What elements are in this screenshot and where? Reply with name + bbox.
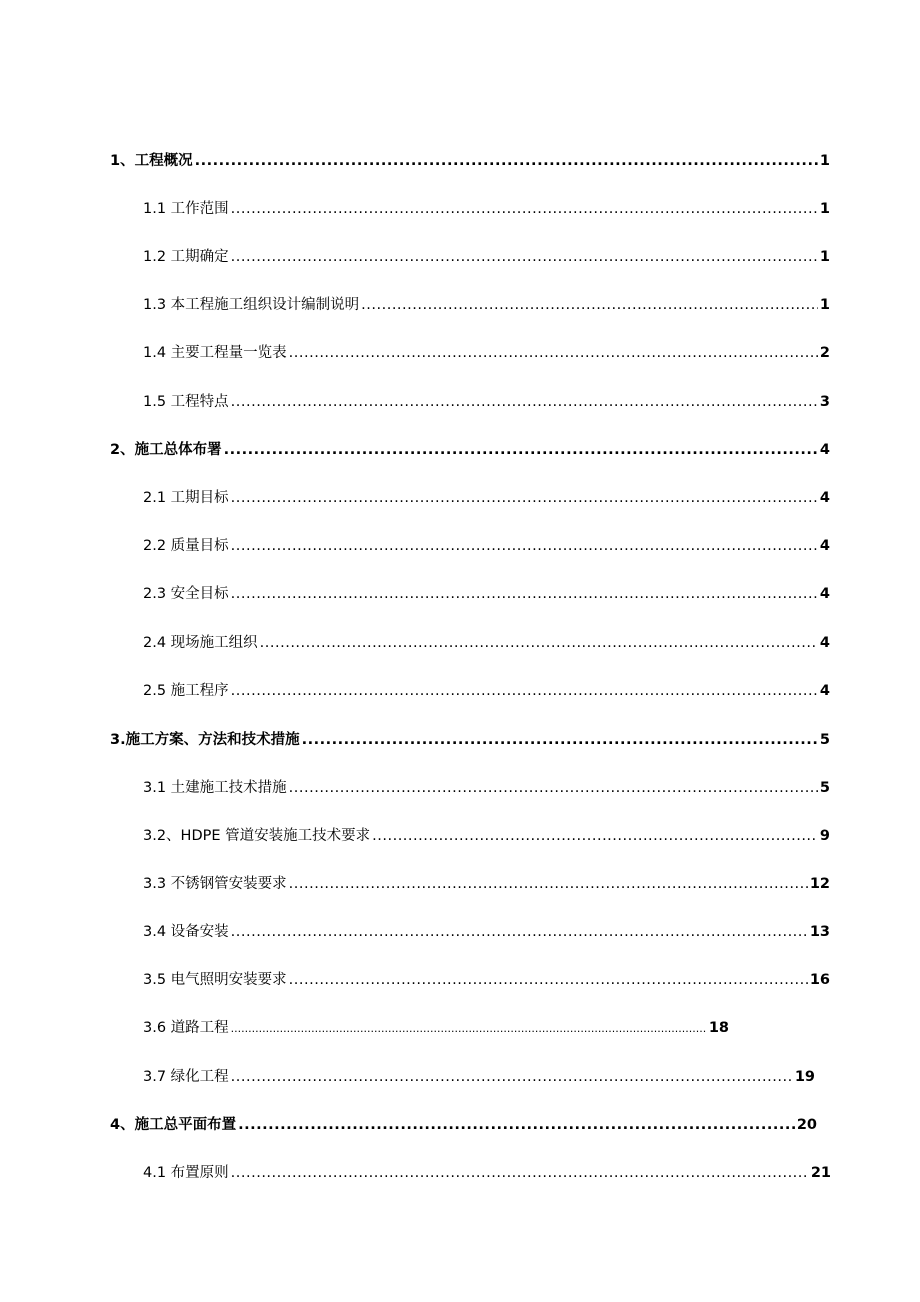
toc-entry-title: 3.3 不锈钢管安装要求: [143, 876, 287, 892]
toc-entry-title: 2、施工总体布署: [110, 442, 222, 458]
toc-entry[interactable]: [143, 199, 830, 219]
toc-entry-title: 3.6 道路工程: [143, 1020, 229, 1036]
toc-entry-title: 1.1 工作范围: [143, 201, 229, 217]
toc-entry[interactable]: [143, 970, 830, 990]
toc-entry-page: 1: [819, 201, 830, 217]
toc-entry-title: 2.5 施工程序: [143, 683, 229, 699]
toc-entry-page: 1: [819, 153, 830, 169]
toc-entry[interactable]: [143, 1018, 729, 1038]
toc-entry[interactable]: [110, 730, 830, 750]
toc-entry-title: 1.2 工期确定: [143, 249, 229, 265]
toc-entry-page: 3: [819, 394, 830, 410]
toc-entry[interactable]: [143, 295, 830, 315]
toc-leader-dots: [231, 681, 818, 701]
toc-leader-dots: [231, 536, 818, 556]
toc-leader-dots: [231, 199, 818, 219]
toc-leader-dots: [231, 392, 818, 412]
toc-leader-dots: [231, 247, 818, 267]
toc-leader-dots: [231, 1019, 707, 1039]
toc-leader-dots: [289, 970, 808, 990]
toc-entry[interactable]: [143, 1067, 815, 1087]
toc-entry[interactable]: [143, 343, 830, 363]
toc-entry-page: 1: [819, 297, 830, 313]
toc-leader-dots: [231, 1163, 809, 1183]
toc-entry-page: 12: [809, 876, 830, 892]
toc-leader-dots: [231, 1067, 793, 1087]
toc-entry[interactable]: [143, 778, 830, 798]
toc-entry-title: 1.3 本工程施工组织设计编制说明: [143, 297, 360, 313]
toc-leader-dots: [231, 488, 818, 508]
toc-entry[interactable]: [110, 151, 830, 171]
toc-leader-dots: [289, 343, 818, 363]
toc-leader-dots: [302, 730, 818, 750]
toc-entry[interactable]: [143, 584, 830, 604]
toc-entry-title: 3.1 土建施工技术措施: [143, 780, 287, 796]
toc-entry-title: 3.2、HDPE 管道安装施工技术要求: [143, 828, 371, 844]
toc-entry-page: 4: [819, 635, 830, 651]
toc-leader-dots: [195, 151, 818, 171]
toc-entry-title: 4.1 布置原则: [143, 1165, 229, 1181]
toc-entry-page: 21: [810, 1165, 831, 1181]
toc-entry-title: 2.3 安全目标: [143, 586, 229, 602]
toc-entry[interactable]: [143, 633, 830, 653]
toc-entry-page: 19: [794, 1069, 815, 1085]
toc-entry-title: 3.7 绿化工程: [143, 1069, 229, 1085]
toc-entry[interactable]: [143, 1163, 831, 1183]
toc-entry-page: 4: [819, 586, 830, 602]
toc-entry-page: 1: [819, 249, 830, 265]
toc-entry-page: 4: [819, 442, 830, 458]
toc-entry-page: 2: [819, 345, 830, 361]
toc-entry[interactable]: [143, 536, 830, 556]
toc-entry-title: 1.5 工程特点: [143, 394, 229, 410]
toc-entry-title: 4、施工总平面布置: [110, 1117, 237, 1133]
toc-entry-page: 4: [819, 490, 830, 506]
toc-leader-dots: [372, 826, 818, 846]
toc-leader-dots: [361, 295, 818, 315]
toc-entry[interactable]: [110, 440, 830, 460]
toc-leader-dots: [231, 922, 808, 942]
toc-entry-title: 3.4 设备安装: [143, 924, 229, 940]
toc-leader-dots: [289, 778, 818, 798]
toc-entry-title: 3.5 电气照明安装要求: [143, 972, 287, 988]
toc-entry[interactable]: [143, 247, 830, 267]
toc-leader-dots: [224, 440, 818, 460]
toc-entry-page: 16: [809, 972, 830, 988]
toc-entry-title: 3.施工方案、方法和技术措施: [110, 732, 300, 748]
toc-entry-page: 5: [819, 780, 830, 796]
toc-entry-page: 13: [809, 924, 830, 940]
toc-entry[interactable]: [143, 922, 830, 942]
toc-leader-dots: [231, 584, 818, 604]
toc-entry[interactable]: [110, 1115, 817, 1135]
toc-entry-title: 2.4 现场施工组织: [143, 635, 258, 651]
toc-entry-page: 20: [796, 1117, 817, 1133]
toc-entry-page: 18: [708, 1020, 729, 1036]
toc-entry-title: 1.4 主要工程量一览表: [143, 345, 287, 361]
toc-leader-dots: [289, 874, 808, 894]
toc-entry[interactable]: [143, 488, 830, 508]
toc-entry-title: 2.1 工期目标: [143, 490, 229, 506]
toc-entry[interactable]: [143, 826, 830, 846]
toc-entry-page: 4: [819, 538, 830, 554]
toc-entry-page: 9: [819, 828, 830, 844]
toc-leader-dots: [260, 633, 818, 653]
toc-entry-page: 5: [819, 732, 830, 748]
toc-entry[interactable]: [143, 392, 830, 412]
toc-entry-page: 4: [819, 683, 830, 699]
toc-entry[interactable]: [143, 681, 830, 701]
toc-entry-title: 2.2 质量目标: [143, 538, 229, 554]
toc-entry-title: 1、工程概况: [110, 153, 193, 169]
toc-leader-dots: [238, 1115, 795, 1135]
toc-entry[interactable]: [143, 874, 830, 894]
